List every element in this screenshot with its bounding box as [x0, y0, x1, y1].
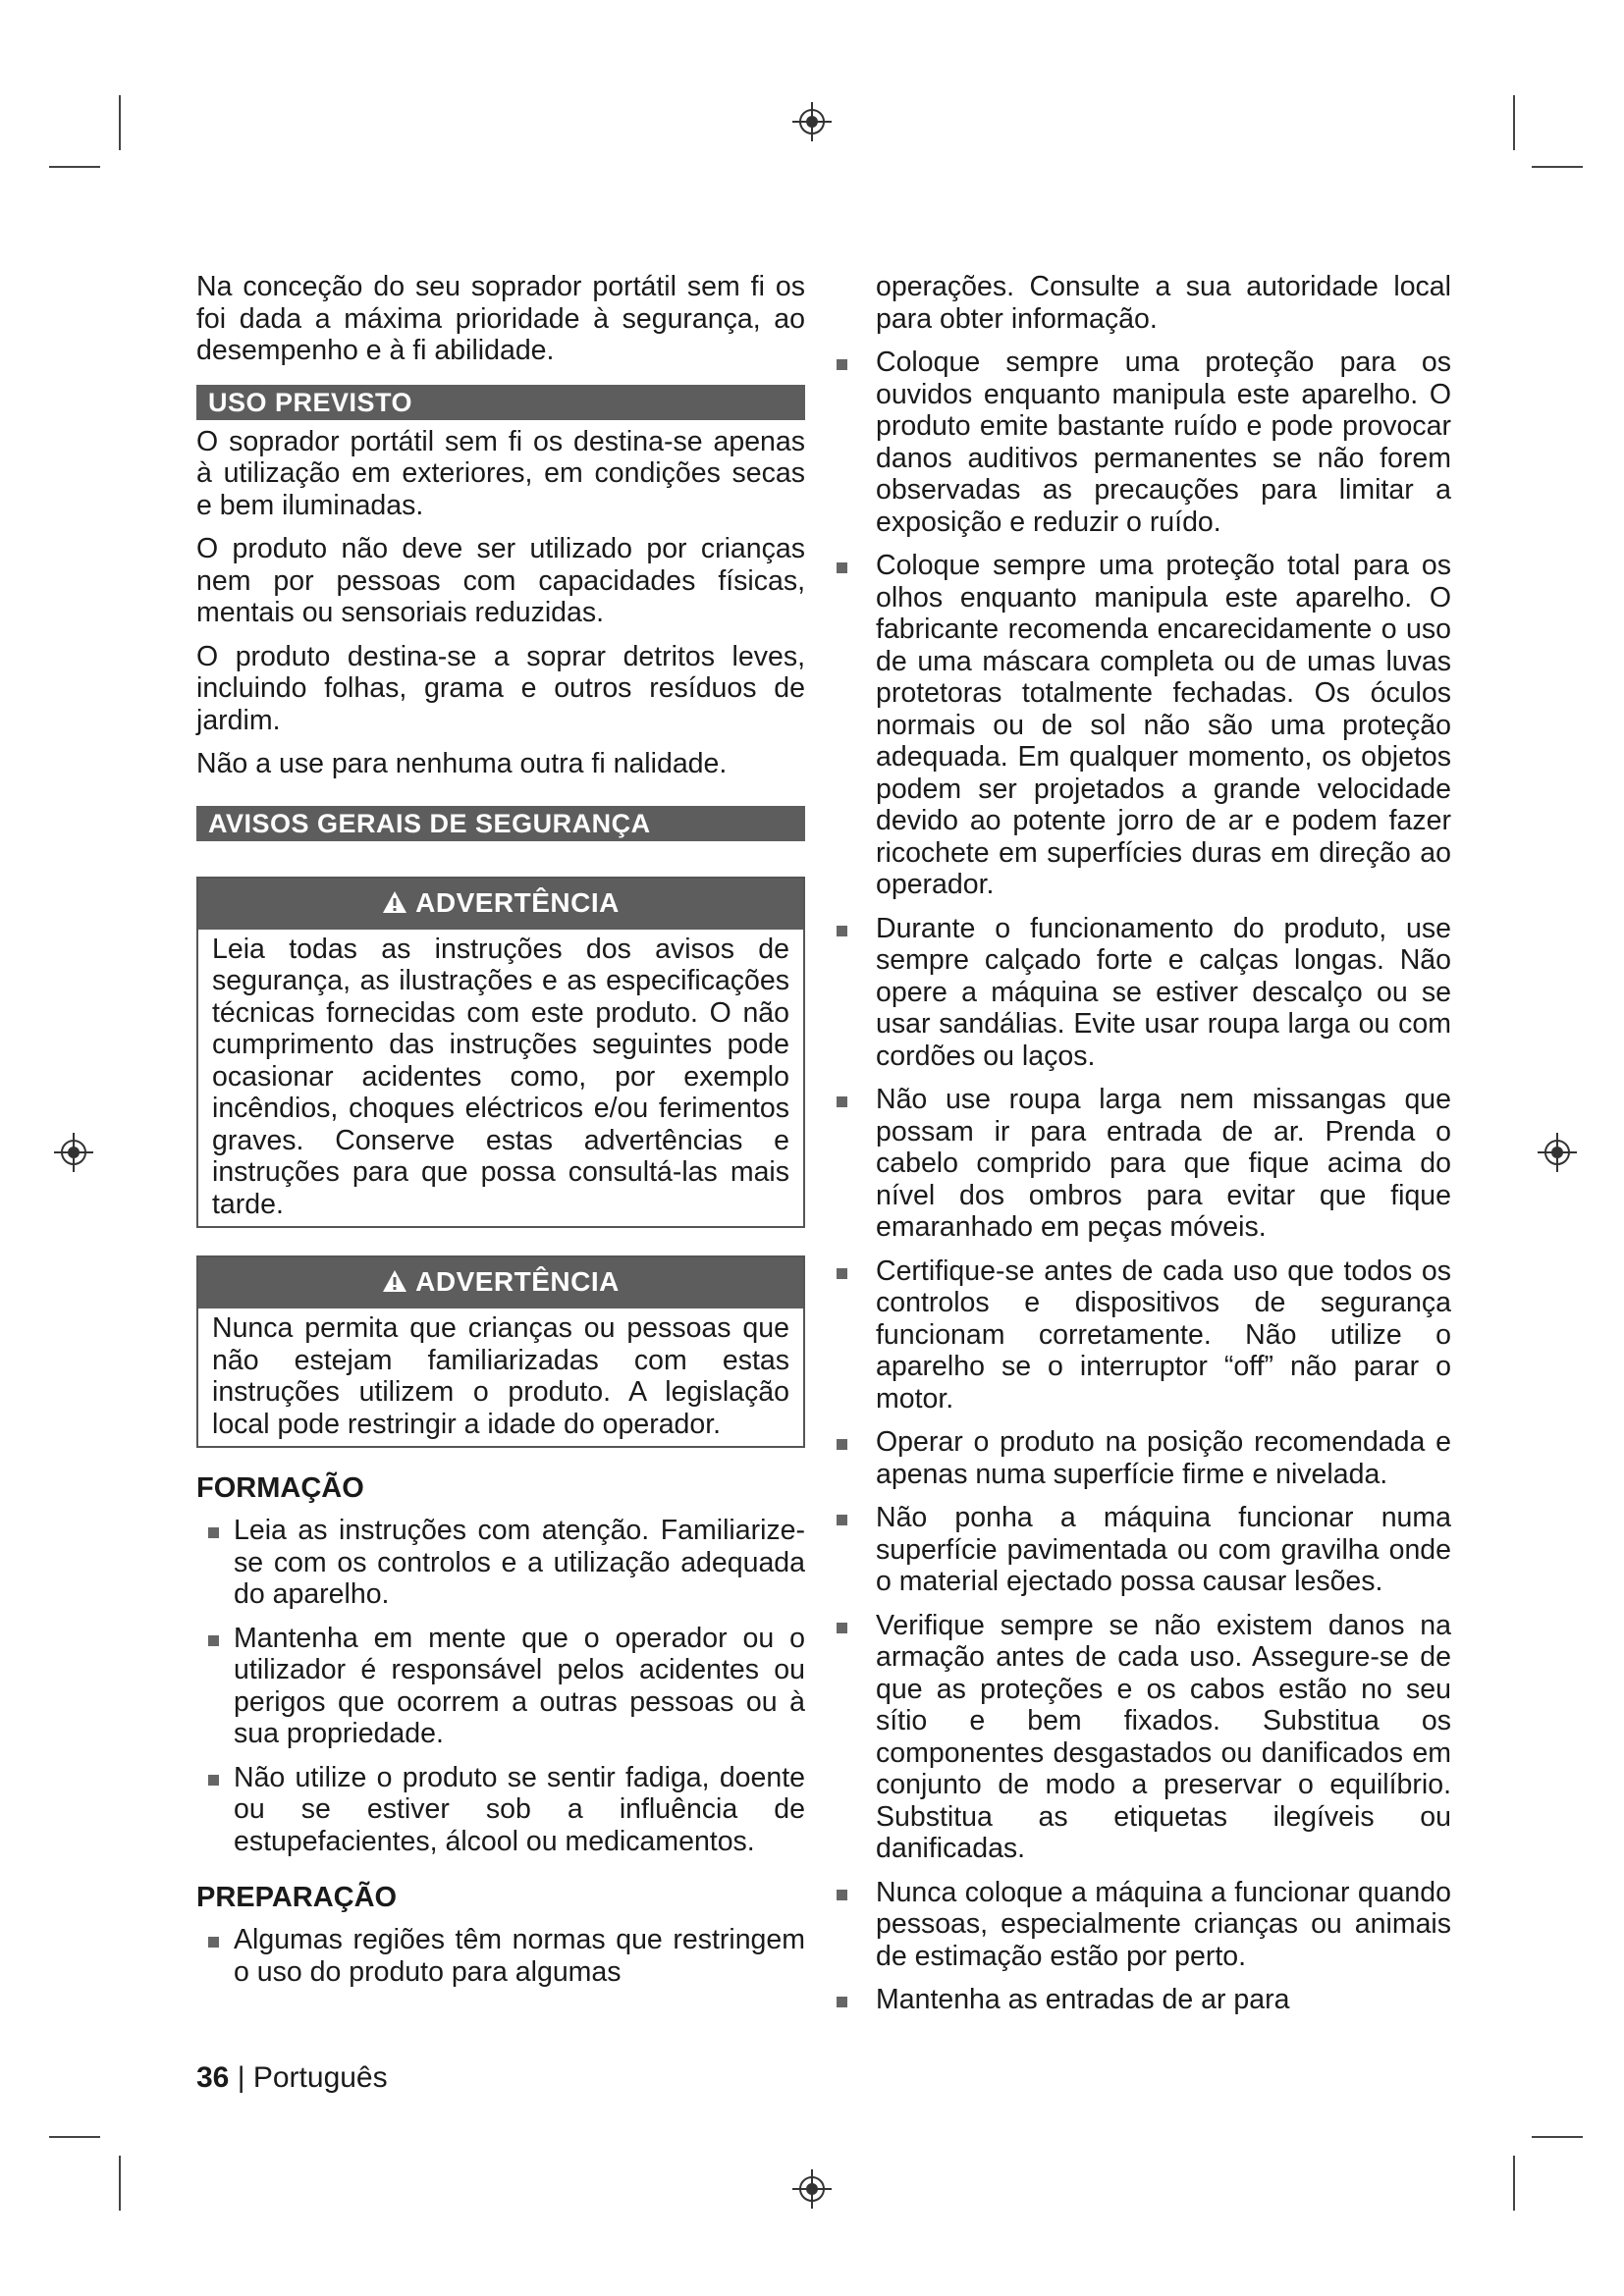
list-item: Não ponha a máquina funcionar numa superfície pavimentada ou com gravilha onde o material ejectado possa causar lesões.	[837, 1502, 1451, 1598]
list-item: Mantenha as entradas de ar para	[837, 1984, 1451, 2016]
bullet-icon	[208, 1635, 219, 1646]
paragraph: O produto destina-se a soprar detritos leves, incluindo folhas, grama e outros resíduos de jardim.	[196, 640, 805, 736]
bullet-icon	[208, 1527, 219, 1538]
list-item: Coloque sempre uma proteção total para os olhos enquanto manipula este aparelho. O fabricante recomenda encarecidamente o uso de uma máscara completa ou de umas luvas protetoras totalmente fechadas. Os óculos normais ou de sol não são uma proteção adequada. Em qualquer momento, os objetos podem ser projetados a grande velocidade devido ao potente jorro de ar e podem fazer ricochete em superfícies duras em direção ao operador.	[837, 550, 1451, 901]
preparacao-list	[196, 1924, 805, 1988]
paragraph: Não a use para nenhuma outra fi nalidade.	[196, 748, 728, 779]
safety-list	[837, 347, 1451, 2016]
crop-mark	[119, 95, 121, 150]
paragraph: O soprador portátil sem fi os destina-se apenas à utilização em exteriores, em condições secas e bem iluminadas.	[196, 425, 805, 521]
warning-box	[196, 877, 805, 1229]
registration-mark-icon	[1538, 1133, 1577, 1172]
warning-title: ADVERTÊNCIA	[415, 1266, 620, 1297]
warning-text: Leia todas as instruções dos avisos de segurança, as ilustrações e as especificações técnicas fornecidas com este produto. O não cumprimento das instruções seguintes pode ocasionar acidentes como, por exemplo incêndios, choques eléctricos e/ou ferimentos graves. Conserve estas advertências e instruções para que possa consultá-las mais tarde.	[212, 933, 789, 1220]
bullet-icon	[837, 1623, 847, 1633]
warning-triangle-icon	[382, 881, 407, 930]
footer-language: Português	[252, 2061, 388, 2094]
registration-mark-icon	[792, 2169, 832, 2209]
warning-text: Nunca permita que crianças ou pessoas que não estejam familiarizadas com estas instruções utilizem o produto. A legislação local pode restringir a idade do operador.	[212, 1312, 789, 1440]
section-heading-preparacao: PREPARAÇÃO	[196, 1882, 398, 1913]
bullet-icon	[208, 1775, 219, 1786]
left-column	[196, 271, 805, 2000]
list-item: Certifique-se antes de cada uso que todos os controlos e dispositivos de segurança funcionam corretamente. Não utilize o aparelho se o interruptor “off” não parar o motor.	[837, 1255, 1451, 1415]
crop-mark	[1532, 2136, 1583, 2138]
section-heading-avisos: AVISOS GERAIS DE SEGURANÇA	[196, 806, 805, 841]
list-item: Verifique sempre se não existem danos na armação antes de cada uso. Assegure-se de que as proteções e os cabos estão no seu sítio e bem fixados. Substitua os componentes desgastados ou danificados em conjunto de modo a preservar o equilíbrio. Substitua as etiquetas ilegíveis ou danificadas.	[837, 1610, 1451, 1865]
list-item: Algumas regiões têm normas que restringem o uso do produto para algumas	[196, 1924, 805, 1988]
list-item: Durante o funcionamento do produto, use sempre calçado forte e calças longas. Não opere a máquina se estiver descalço ou se usar sandálias. Evite usar roupa larga ou com cordões ou laços.	[837, 913, 1451, 1073]
bullet-icon	[837, 1515, 847, 1525]
list-item: Não use roupa larga nem missangas que possam ir para entrada de ar. Prenda o cabelo comprido para que fique acima do nível dos ombros para evitar que fique emaranhado em peças móveis.	[837, 1084, 1451, 1244]
bullet-icon	[837, 359, 847, 370]
continuation-paragraph: operações. Consulte a sua autoridade local para obter informação.	[876, 271, 1451, 335]
bullet-icon	[837, 1439, 847, 1450]
section-heading-formacao: FORMAÇÃO	[196, 1472, 364, 1504]
bullet-icon	[837, 1268, 847, 1279]
section-heading-uso-previsto: USO PREVISTO	[196, 385, 805, 420]
list-item: Mantenha em mente que o operador ou o utilizador é responsável pelos acidentes ou perigos que ocorrem a outras pessoas ou à sua propriedade.	[196, 1623, 805, 1750]
list-item: Não utilize o produto se sentir fadiga, doente ou se estiver sob a influência de estupefacientes, álcool ou medicamentos.	[196, 1762, 805, 1858]
list-item: Leia as instruções com atenção. Familiarize-se com os controlos e a utilização adequada do aparelho.	[196, 1515, 805, 1611]
right-column	[837, 271, 1451, 2028]
warning-header	[198, 1257, 803, 1308]
warning-triangle-icon	[382, 1259, 407, 1308]
formacao-list	[196, 1515, 805, 1857]
bullet-icon	[837, 1096, 847, 1107]
crop-mark	[119, 2156, 121, 2211]
warning-title: ADVERTÊNCIA	[415, 886, 620, 918]
warning-box	[196, 1255, 805, 1448]
bullet-icon	[837, 1890, 847, 1900]
intro-paragraph: Na conceção do seu soprador portátil sem fi os foi dada a máxima prioridade à segurança, ao desempenho e à fi abilidade.	[196, 271, 805, 366]
list-item: Operar o produto na posição recomendada e apenas numa superfície firme e nivelada.	[837, 1426, 1451, 1490]
page-number: 36	[196, 2061, 230, 2094]
bullet-icon	[837, 562, 847, 573]
bullet-icon	[208, 1937, 219, 1948]
registration-mark-icon	[54, 1133, 93, 1172]
crop-mark	[49, 166, 100, 168]
footer-separator: |	[237, 2061, 245, 2094]
bullet-icon	[837, 926, 847, 936]
crop-mark	[1513, 95, 1515, 150]
warning-body	[198, 930, 803, 1227]
page-footer	[196, 2061, 388, 2095]
warning-header	[198, 879, 803, 930]
paragraph: O produto não deve ser utilizado por crianças nem por pessoas com capacidades físicas, mentais ou sensoriais reduzidas.	[196, 533, 805, 628]
registration-mark-icon	[792, 102, 832, 141]
crop-mark	[1532, 166, 1583, 168]
bullet-icon	[837, 1997, 847, 2007]
crop-mark	[1513, 2156, 1515, 2211]
crop-mark	[49, 2136, 100, 2138]
list-item: Nunca coloque a máquina a funcionar quando pessoas, especialmente crianças ou animais de estimação estão por perto.	[837, 1877, 1451, 1973]
list-item: Coloque sempre uma proteção para os ouvidos enquanto manipula este aparelho. O produto emite bastante ruído e pode provocar danos auditivos permanentes se não forem observadas as precauções para limitar a exposição e reduzir o ruído.	[837, 347, 1451, 538]
warning-body	[198, 1308, 803, 1446]
